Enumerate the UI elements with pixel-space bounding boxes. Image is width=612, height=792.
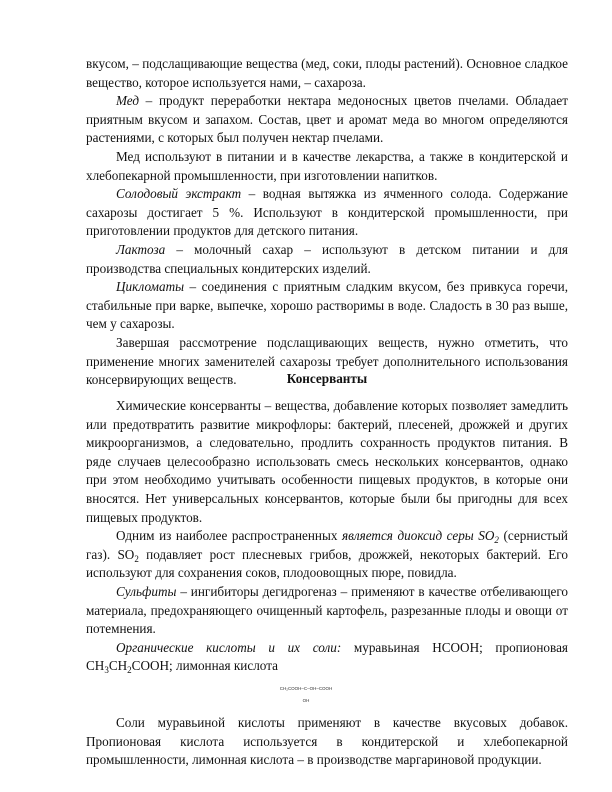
term-sulfites: Сульфиты <box>116 583 177 599</box>
paragraph-text: – молочный сахар – используют в детском питании и для производства специальных кондитерских изделий. <box>86 241 568 276</box>
paragraph-text: – водная вытяжка из ячменного солода. Содержание сахарозы достигает 5 %. Используют в кондитерской промышленности, при приготовлении продуктов для детского питания. <box>86 186 568 239</box>
paragraph-text: COOH; лимонная кислота <box>131 658 278 674</box>
paragraph-text: муравьиная HCOOH; пропионовая CH <box>86 639 568 674</box>
paragraph-chemical-preservatives <box>86 397 568 527</box>
paragraph-sulfur-dioxide <box>86 527 568 583</box>
paragraph-honey-usage <box>86 148 568 185</box>
citric-acid-formula <box>0 686 612 704</box>
paragraph-acid-salts <box>86 714 568 770</box>
paragraph-text: (сернистый газ). SO <box>86 528 568 562</box>
paragraph-text: Мед используют в питании и в качестве лекарства, а также в кондитерской и хлебопекарной промышленности, при изготовлении напитков. <box>86 148 568 183</box>
subscript: 3 <box>104 665 109 676</box>
paragraph-text: подавляет рост плесневых грибов, дрожжей, некоторых бактерий. Его используют для сохранения соков, плодоовощных пюре, повидла. <box>86 546 568 581</box>
section-heading: Консерванты <box>286 371 368 386</box>
paragraph-text: Соли муравьиной кислоты применяют в качестве вкусовых добавок. Пропионовая кислота используется в кондитерской и хлебопекарной промышленности, лимонная кислота – в производстве маргариновой продукции. <box>86 715 568 768</box>
term-organic-acids: Органические кислоты и их соли: <box>116 639 342 655</box>
paragraph-lactose <box>86 241 568 278</box>
paragraph-text: Химические консерванты – вещества, добавление которых позволяет замедлить или предотвратить развитие микрофлоры: бактерий, плесеней, дрожжей и других микроорганизмов, а следовательно, продлить сохранность продуктов питания. В ряде случаев целесообразно использовать смесь нескольких консервантов, однако при этом необходимо учитывать особенности пищевых продуктов, в которые они вносятся. Нет универсальных консервантов, которые были бы пригодны для всех пищевых продуктов. <box>86 398 568 525</box>
formula-line: СН₂СООН–С–ОН–СООН <box>279 686 333 691</box>
subscript: 2 <box>134 553 139 564</box>
term-text: является диоксид серы SO <box>342 528 495 544</box>
paragraph-honey <box>86 92 568 148</box>
term-malt-extract: Солодовый экстракт <box>116 186 242 202</box>
paragraph-malt-extract <box>86 185 568 241</box>
paragraph-text: вкусом, – подслащивающие вещества (мед, соки, плоды растений). Основное сладкое вещество, которое используется нами, – сахароза. <box>86 56 568 90</box>
sweeteners-section <box>86 55 568 390</box>
term-sulfur-dioxide <box>342 528 499 546</box>
paragraph-organic-acids <box>86 639 568 676</box>
preservatives-section <box>86 397 568 676</box>
subscript: 2 <box>494 535 499 546</box>
formula-line: ОН <box>302 698 310 703</box>
term-honey: Мед <box>116 93 139 109</box>
paragraph-text: CH <box>108 658 128 674</box>
term-cyclamates: Цикломаты <box>116 279 185 295</box>
preservatives-heading-block <box>86 370 568 389</box>
paragraph-text: Завершая рассмотрение подслащивающих веществ, нужно отметить, что применение многих заменителей сахарозы требует дополнительного использования консервирующих веществ. <box>86 334 568 388</box>
subscript: 2 <box>127 665 132 676</box>
paragraph-text: – продукт переработки нектара медоносных цветов пчелами. Обладает приятным вкусом и запахом. Состав, цвет и аромат меда во многом определяются растениями, с которых был получен нектар пчелами. <box>86 93 568 146</box>
acid-salts-section <box>86 714 568 770</box>
paragraph-cyclamates <box>86 278 568 334</box>
paragraph-text: – ингибиторы дегидрогеназ – применяют в качестве отбеливающего материала, предохраняющего очищенный картофель, разрезанные плоды и овощи от потемнения. <box>86 583 568 637</box>
paragraph-text: Одним из наиболее распространенных <box>116 528 342 544</box>
paragraph-text: – соединения с приятным сладким вкусом, без привкуса горечи, стабильные при варке, выпечке, хорошо растворимы в воде. Сладость в 30 раз выше, чем у сахарозы. <box>86 279 568 332</box>
term-lactose: Лактоза <box>116 241 166 257</box>
paragraph-sweet-substances <box>86 55 568 92</box>
paragraph-sulfites <box>86 583 568 639</box>
